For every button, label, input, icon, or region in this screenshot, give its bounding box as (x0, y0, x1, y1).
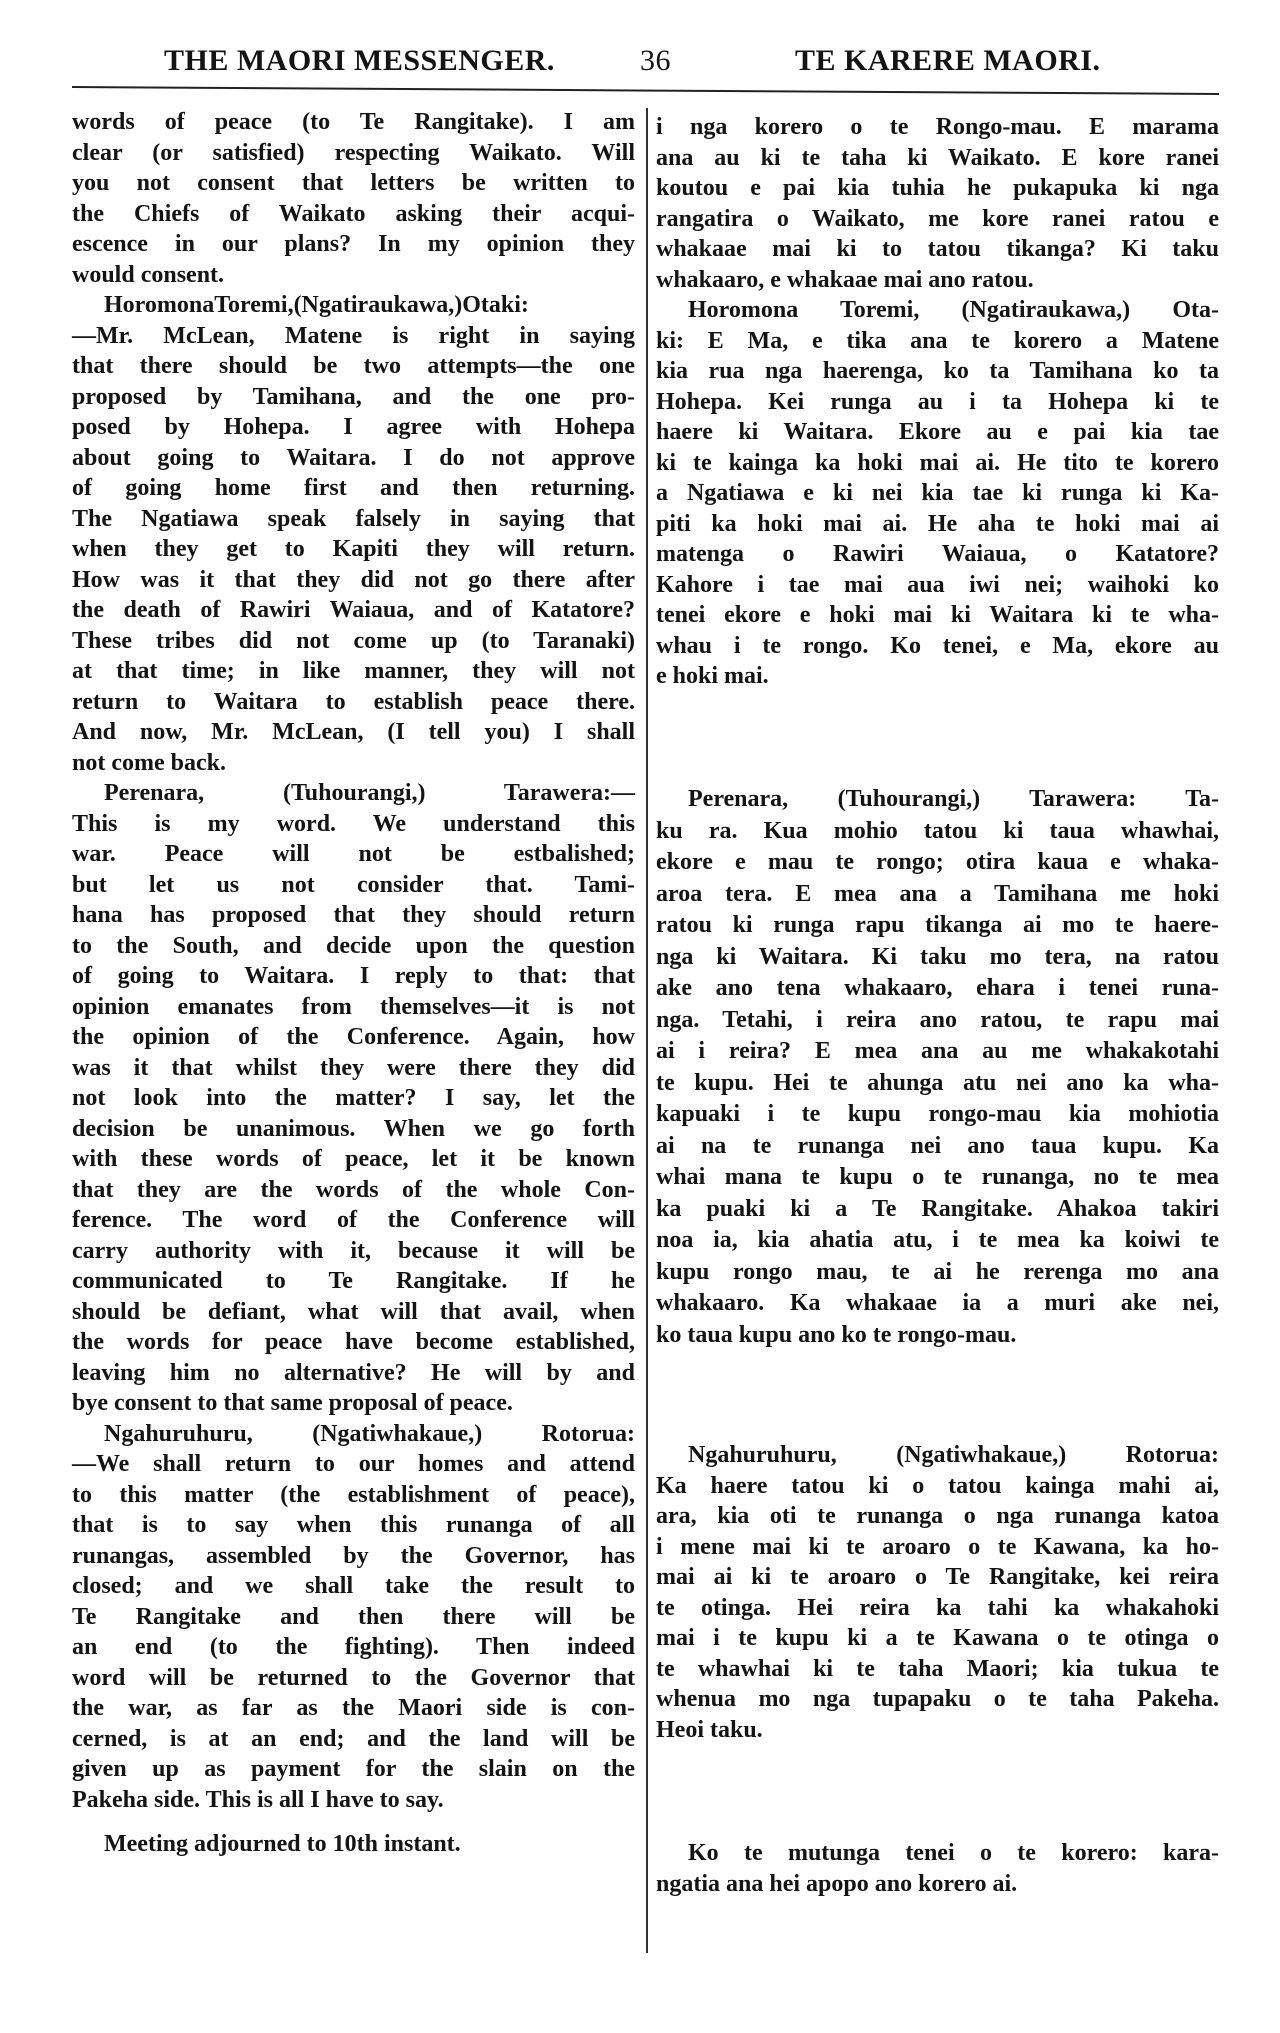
text-line: with these words of peace, let it be known (72, 1146, 635, 1172)
column-divider (646, 108, 648, 1953)
english-paragraph (72, 290, 635, 778)
text-line: cerned, is at an end; and the land will be (72, 1725, 635, 1752)
text-line: Kahore i tae mai aua iwi nei; waihoki ko (656, 571, 1219, 598)
english-column (72, 107, 635, 1860)
text-line: Perenara, (Tuhourangi,) Tarawera:— (104, 780, 635, 806)
text-line: ake ano tena whakaaro, ehara i tenei runa- (656, 975, 1219, 1001)
text-line: would consent. (72, 261, 225, 288)
text-line: —We shall return to our homes and attend (72, 1451, 635, 1477)
maori-column-block (656, 112, 1219, 692)
text-line: of going to Waitara. I reply to that: that (72, 963, 635, 989)
text-line: And now, Mr. McLean, (I tell you) I shall (72, 719, 635, 745)
text-line: clear (or satisfied) respecting Waikato. Will (72, 139, 635, 166)
text-line: leaving him no alternative? He will by and (72, 1359, 635, 1386)
maori-column-block (656, 1838, 1219, 1899)
maori-paragraph (656, 1440, 1219, 1745)
text-line: te whawhai ki te taha Maori; kia tukua te (656, 1655, 1219, 1682)
text-line: ka puaki ki a Te Rangitake. Ahakoa takiri (656, 1195, 1219, 1222)
text-line: rangatira o Waikato, me kore ranei ratou e (656, 205, 1219, 232)
text-line: kupu rongo mau, te ai he rerenga mo ana (656, 1258, 1219, 1285)
text-line: Ka haere tatou ki o tatou kainga mahi ai, (656, 1472, 1219, 1499)
text-line: return to Waitara to establish peace there. (72, 688, 635, 715)
text-line: should be defiant, what will that avail, when (72, 1298, 635, 1325)
text-line: noa ia, kia ahatia atu, i te mea ka koiwi te (656, 1227, 1219, 1253)
text-line: to this matter (the establishment of peace), (72, 1481, 635, 1508)
text-line: carry authority with it, because it will be (72, 1237, 635, 1264)
text-line: Heoi taku. (656, 1716, 763, 1743)
text-line: —Mr. McLean, Matene is right in saying (72, 322, 635, 349)
text-line: Pakeha side. This is all I have to say. (72, 1786, 444, 1813)
text-line: proposed by Tamihana, and the one pro- (72, 383, 635, 410)
text-line: Meeting adjourned to 10th instant. (104, 1831, 461, 1857)
text-line: ana au ki te taha ki Waikato. E kore ranei (656, 144, 1219, 171)
text-line: bye consent to that same proposal of peace. (72, 1390, 513, 1416)
maori-paragraph (656, 1838, 1219, 1899)
text-line: kia rua nga haerenga, ko ta Tamihana ko ta (656, 358, 1219, 384)
text-line: These tribes did not come up (to Taranaki) (72, 627, 635, 654)
english-paragraph (72, 778, 635, 1419)
text-line: ratou ki runga rapu tikanga ai mo te haere- (656, 912, 1219, 938)
maori-column-block (656, 784, 1219, 1351)
text-line: ku ra. Kua mohio tatou ki taua whawhai, (656, 817, 1219, 844)
maori-paragraph (656, 295, 1219, 692)
text-line: HoromonaToremi,(Ngatiraukawa,)Otaki: (104, 292, 529, 318)
text-line: whakaae mai ki to tatou tikanga? Ki taku (656, 236, 1219, 262)
text-line: that there should be two attempts—the one (72, 353, 635, 379)
text-line: but let us not consider that. Tami- (72, 871, 635, 898)
text-line: aroa tera. E mea ana a Tamihana me hoki (656, 880, 1219, 907)
text-line: Horomona Toremi, (Ngatiraukawa,) Ota- (688, 297, 1219, 323)
text-line: not look into the matter? I say, let the (72, 1085, 635, 1111)
text-line: Hohepa. Kei runga au i ta Hohepa ki te (656, 388, 1219, 415)
text-line: mai i te kupu ki a te Kawana o te otinga o (656, 1625, 1219, 1651)
english-paragraph (72, 1829, 635, 1860)
english-paragraph (72, 107, 635, 290)
text-line: posed by Hohepa. I agree with Hohepa (72, 414, 635, 440)
text-line: closed; and we shall take the result to (72, 1573, 635, 1599)
text-line: word will be returned to the Governor that (72, 1664, 635, 1691)
text-line: decision be unanimous. When we go forth (72, 1115, 635, 1142)
text-line: that they are the words of the whole Con- (72, 1176, 635, 1203)
text-line: i nga korero o te Rongo-mau. E marama (656, 114, 1219, 140)
text-line: Ko te mutunga tenei o te korero: kara- (688, 1840, 1219, 1866)
text-line: whai mana te kupu o te runanga, no te mea (656, 1164, 1219, 1190)
maori-column-block (656, 1440, 1219, 1745)
text-line: te otinga. Hei reira ka tahi ka whakahoki (656, 1594, 1219, 1621)
text-line: How was it that they did not go there after (72, 566, 635, 593)
text-line: war. Peace will not be estbalished; (72, 841, 635, 867)
text-line: ki: E Ma, e tika ana te korero a Matene (656, 327, 1219, 354)
text-line: tenei ekore e hoki mai ki Waitara ki te wha- (656, 602, 1219, 628)
english-paragraph (72, 1419, 635, 1816)
text-line: about going to Waitara. I do not approve (72, 444, 635, 471)
text-line: ngatia ana hei apopo ano korero ai. (656, 1870, 1018, 1897)
text-line: the death of Rawiri Waiaua, and of Katatore? (72, 597, 635, 623)
text-line: of going home first and then returning. (72, 475, 635, 501)
text-line: that is to say when this runanga of all (72, 1512, 635, 1538)
text-line: This is my word. We understand this (72, 810, 635, 837)
text-line: nga. Tetahi, i reira ano ratou, te rapu mai (656, 1006, 1219, 1033)
text-line: communicated to Te Rangitake. If he (72, 1268, 635, 1294)
text-line: whau i te rongo. Ko tenei, e Ma, ekore au (656, 632, 1219, 659)
text-line: Te Rangitake and then there will be (72, 1603, 635, 1630)
text-line: whakaaro. Ka whakaae ia a muri ake nei, (656, 1290, 1219, 1316)
text-line: an end (to the fighting). Then indeed (72, 1634, 635, 1660)
text-line: was it that whilst they were there they did (72, 1054, 635, 1081)
text-line: ference. The word of the Conference will (72, 1207, 635, 1233)
text-line: ai i reira? E mea ana au me whakakotahi (656, 1038, 1219, 1064)
text-line: whakaaro, e whakaae mai ano ratou. (656, 266, 1034, 293)
text-line: ai na te runanga nei ano taua kupu. Ka (656, 1132, 1219, 1159)
text-line: The Ngatiawa speak falsely in saying that (72, 505, 635, 532)
text-line: Perenara, (Tuhourangi,) Tarawera: Ta- (688, 786, 1219, 812)
text-line: you not consent that letters be written to (72, 170, 635, 196)
text-line: ko taua kupu ano ko te rongo-mau. (656, 1321, 1017, 1348)
masthead-maori-title: TE KARERE MAORI. (795, 44, 1101, 77)
text-line: at that time; in like manner, they will not (72, 658, 635, 684)
text-line: nga ki Waitara. Ki taku mo tera, na ratou (656, 943, 1219, 970)
text-line: kapuaki i te kupu rongo-mau kia mohiotia (656, 1101, 1219, 1127)
text-line: when they get to Kapiti they will return. (72, 536, 635, 562)
text-line: ekore e mau te rongo; otira kaua e whaka- (656, 849, 1219, 875)
text-line: escence in our plans? In my opinion they (72, 231, 635, 257)
text-line: te kupu. Hei te ahunga atu nei ano ka wha- (656, 1069, 1219, 1096)
text-line: ki te kainga ka hoki mai ai. He tito te korero (656, 449, 1219, 476)
text-line: koutou e pai kia tuhia he pukapuka ki nga (656, 175, 1219, 201)
text-line: Ngahuruhuru, (Ngatiwhakaue,) Rotorua: (104, 1420, 635, 1447)
text-line: e hoki mai. (656, 663, 769, 689)
text-line: i mene mai ki te aroaro o te Kawana, ka ho- (656, 1533, 1219, 1560)
text-line: a Ngatiawa e ki nei kia tae ki runga ki Ka- (656, 480, 1219, 506)
text-line: matenga o Rawiri Waiaua, o Katatore? (656, 541, 1219, 567)
text-line: hana has proposed that they should return (72, 902, 635, 928)
text-line: the war, as far as the Maori side is con- (72, 1695, 635, 1721)
text-line: the words for peace have become established, (72, 1329, 635, 1355)
text-line: opinion emanates from themselves—it is not (72, 993, 635, 1020)
text-line: not come back. (72, 749, 226, 776)
text-line: whenua mo nga tupapaku o te taha Pakeha. (656, 1686, 1219, 1712)
text-line: to the South, and decide upon the question (72, 932, 635, 959)
text-line: given up as payment for the slain on the (72, 1756, 635, 1782)
page-number: 36 (640, 44, 671, 77)
text-line: words of peace (to Te Rangitake). I am (72, 109, 635, 135)
text-line: runangas, assembled by the Governor, has (72, 1542, 635, 1569)
maori-paragraph (656, 784, 1219, 1351)
text-line: Ngahuruhuru, (Ngatiwhakaue,) Rotorua: (688, 1442, 1219, 1468)
text-line: mai ai ki te aroaro o Te Rangitake, kei reira (656, 1564, 1219, 1590)
text-line: ara, kia oti te runanga o nga runanga katoa (656, 1503, 1219, 1529)
text-line: haere ki Waitara. Ekore au e pai kia tae (656, 419, 1219, 445)
header-rule (72, 86, 1219, 95)
text-line: the Chiefs of Waikato asking their acqui- (72, 200, 635, 227)
text-line: piti ka hoki mai ai. He aha te hoki mai ai (656, 510, 1219, 537)
masthead-english-title: THE MAORI MESSENGER. (164, 44, 555, 77)
text-line: the opinion of the Conference. Again, how (72, 1024, 635, 1050)
maori-paragraph (656, 112, 1219, 295)
